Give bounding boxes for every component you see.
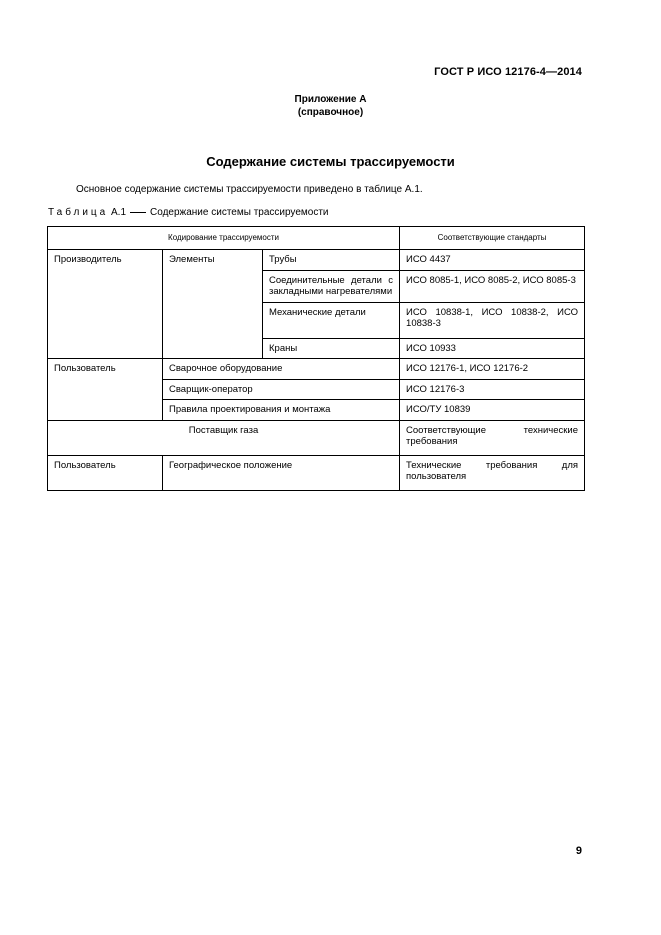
header-coding: Кодирование трассируемости: [48, 227, 400, 250]
cell-mech: Механические детали: [263, 302, 400, 338]
table-row: [48, 359, 585, 380]
standard-designation: ГОСТ Р ИСО 12176-4—2014: [434, 66, 582, 78]
cell-gas-std: Соответствующие технические требования: [400, 420, 585, 455]
cell-valves-std: ИСО 10933: [400, 338, 585, 359]
cell-rules: Правила проектирования и монтажа: [163, 400, 400, 421]
cell-fittings: Соединительные детали с закладными нагревателями: [263, 270, 400, 302]
annex-block: [0, 93, 661, 119]
cell-geo-std: Технические требования для пользователя: [400, 455, 585, 490]
cell-rules-std: ИСО/ТУ 10839: [400, 400, 585, 421]
caption-dash: [130, 212, 146, 213]
section-heading: Содержание системы трассируемости: [206, 154, 455, 169]
cell-welding-std: ИСО 12176-1, ИСО 12176-2: [400, 359, 585, 380]
caption-label: Таблица: [48, 207, 109, 218]
cell-geo: Географическое положение: [163, 455, 400, 490]
table-row: [48, 250, 585, 271]
intro-paragraph: Основное содержание системы трассируемости приведено в таблице А.1.: [76, 184, 423, 195]
annex-title: Приложение А: [294, 94, 367, 105]
annex-subtitle: (справочное): [297, 107, 364, 118]
cell-fittings-std: ИСО 8085-1, ИСО 8085-2, ИСО 8085-3: [400, 270, 585, 302]
cell-manufacturer: Производитель: [48, 250, 163, 359]
cell-valves: Краны: [263, 338, 400, 359]
table-header-row: [48, 227, 585, 250]
cell-pipes-std: ИСО 4437: [400, 250, 585, 271]
cell-user: Пользователь: [48, 359, 163, 421]
table-row: [48, 455, 585, 490]
cell-welding: Сварочное оборудование: [163, 359, 400, 380]
caption-title: Содержание системы трассируемости: [150, 207, 329, 218]
cell-pipes: Трубы: [263, 250, 400, 271]
cell-mech-std: ИСО 10838-1, ИСО 10838-2, ИСО 10838-3: [400, 302, 585, 338]
cell-operator-std: ИСО 12176-3: [400, 379, 585, 400]
page-number: 9: [575, 845, 582, 857]
cell-user-2: Пользователь: [48, 455, 163, 490]
header-standards: Соответствующие стандарты: [400, 227, 585, 250]
traceability-table: [47, 226, 585, 491]
caption-number: А.1: [111, 207, 127, 218]
cell-gas-supplier: Поставщик газа: [48, 420, 400, 455]
cell-operator: Сварщик-оператор: [163, 379, 400, 400]
cell-elements: Элементы: [163, 250, 263, 359]
table-row: [48, 420, 585, 455]
table-caption: [48, 207, 328, 218]
